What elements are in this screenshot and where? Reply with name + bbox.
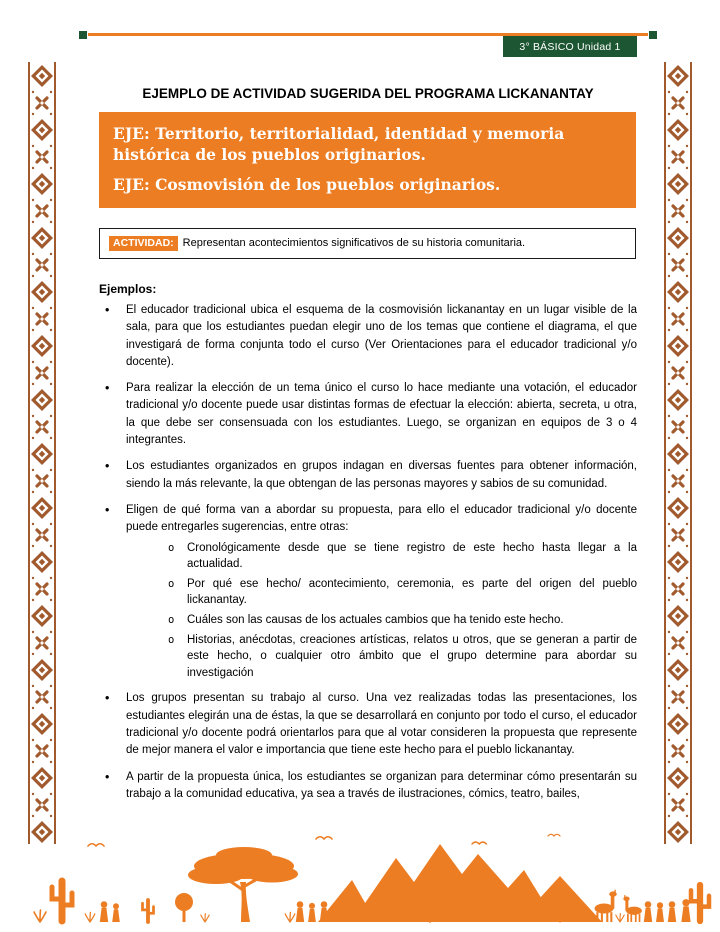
list-item	[99, 502, 637, 681]
list-item	[99, 380, 637, 449]
eje-line-cosmovision: EJE: Cosmovisión de los pueblos originarios.	[113, 174, 501, 194]
landscape-illustration	[0, 830, 720, 932]
eje-line-territorio: EJE: Territorio, territorialidad, identidad y memoria histórica de los pueblos originarios.	[113, 124, 565, 164]
examples-list	[99, 302, 637, 812]
list-item-text: • El educador tradicional ubica el esquema de la cosmovisión lickanantay en un lugar visible de la sala, para que los estudiantes puedan elegir uno de los temas que contiene el diagrama, el que investigará de forma conjunta todo el curso (Ver Orientaciones para el educador tradicional y/o docente).	[126, 304, 637, 368]
sub-list-item	[163, 576, 637, 609]
list-item	[99, 458, 637, 493]
list-item	[99, 690, 637, 759]
textile-border-left-ornament	[28, 62, 56, 844]
sub-list-item	[163, 632, 637, 682]
sub-list-item-text: o Historias, anécdotas, creaciones artísticas, relatos u otros, que se generan a partir de este hecho, o cualquier otro ámbito que el grupo determine para abordar su investigación	[187, 633, 637, 679]
list-item	[99, 302, 637, 371]
list-item-text: • Para realizar la elección de un tema único el curso lo hace mediante una votación, el educador tradicional y/o docente puede usar distintas formas de efectuar la elección: abierta, secreta, u otra, la que debe ser consensuada con los estudiantes. Luego, se organizan en equipos de 3 o 4 integrantes.	[126, 382, 637, 447]
corner-square-left	[79, 31, 87, 39]
list-item-text: • Eligen de qué forma van a abordar su propuesta, para ello el educador tradicional y/o docente puede entregarles sugerencias, entre otras:	[126, 503, 637, 534]
actividad-box	[99, 228, 636, 259]
actividad-text: Representan acontecimientos significativos de su historia comunitaria.	[182, 237, 526, 249]
actividad-label: ACTIVIDAD:	[109, 236, 178, 251]
list-item	[99, 769, 637, 804]
list-item-text: • Los grupos presentan su trabajo al curso. Una vez realizadas todas las presentaciones, los estudiantes elegirán una de éstas, la que se desarrollará en conjunto por todo el curso, el educador tradicional y/o docente podrá orientarlos para que al votar consideren la propuesta que represente de mejor manera el valor e importancia que tiene este hecho para el pueblo lickanantay.	[126, 692, 637, 757]
sub-list-item-text: o Cronológicamente desde que se tiene registro de este hecho hasta llegar a la actualidad.	[187, 541, 637, 571]
ejemplos-heading: Ejemplos:	[99, 282, 157, 296]
corner-square-right	[649, 31, 657, 39]
eje-box	[99, 112, 636, 208]
unit-badge: 3° BÁSICO Unidad 1	[503, 36, 637, 57]
sub-list-item-text: o Por qué ese hecho/ acontecimiento, ceremonia, es parte del origen del pueblo lickanantay.	[187, 577, 637, 607]
list-item-text: • Los estudiantes organizados en grupos indagan en diversas fuentes para obtener información, siendo la más relevante, la que obtengan de las personas mayores y sabios de su comunidad.	[126, 460, 637, 490]
list-item-text: • A partir de la propuesta única, los estudiantes se organizan para determinar cómo presentarán su trabajo a la comunidad educativa, ya sea a través de ilustraciones, cómics, teatro, bailes,	[126, 770, 637, 800]
sub-list-item	[163, 540, 637, 573]
sub-list-item-text: o Cuáles son las causas de los actuales cambios que ha tenido este hecho.	[187, 613, 564, 626]
textile-border-right-ornament	[664, 62, 692, 844]
sub-list-item	[163, 612, 637, 629]
page-title: EJEMPLO DE ACTIVIDAD SUGERIDA DEL PROGRAMA LICKANANTAY	[142, 86, 594, 101]
